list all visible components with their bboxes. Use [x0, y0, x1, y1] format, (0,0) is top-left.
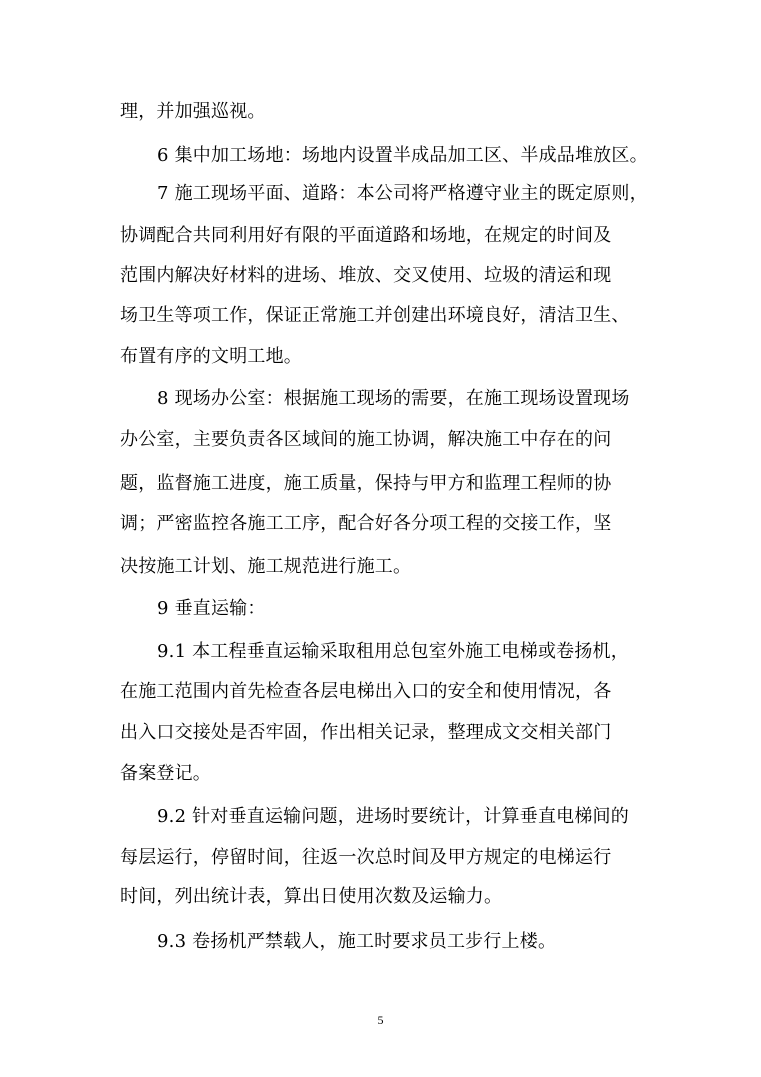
text-line: 9.2 针对垂直运输问题，进场时要统计，计算垂直电梯间的: [157, 806, 629, 827]
text-line: 时间，列出统计表，算出日使用次数及运输力。: [120, 886, 503, 907]
text-line: 6 集中加工场地：场地内设置半成品加工区、半成品堆放区。: [157, 145, 648, 166]
text-line: 在施工范围内首先检查各层电梯出入口的安全和使用情况，各: [120, 681, 612, 702]
text-line: 备案登记。: [120, 763, 211, 784]
text-line: 9.1 本工程垂直运输采取租用总包室外施工电梯或卷扬机，: [157, 641, 629, 662]
text-line: 决按施工计划、施工规范进行施工。: [120, 556, 412, 577]
text-line: 协调配合共同利用好有限的平面道路和场地，在规定的时间及: [120, 225, 612, 246]
text-line: 9.3 卷扬机严禁载人，施工时要求员工步行上楼。: [157, 931, 557, 952]
text-line: 范围内解决好材料的进场、堆放、交叉使用、垃圾的清运和现: [120, 265, 612, 286]
text-line: 理，并加强巡视。: [120, 101, 266, 122]
text-line: 出入口交接处是否牢固，作出相关记录，整理成文交相关部门: [120, 722, 612, 743]
text-line: 场卫生等项工作，保证正常施工并创建出环境良好，清洁卫生、: [120, 305, 630, 326]
text-line: 8 现场办公室：根据施工现场的需要，在施工现场设置现场: [157, 388, 630, 409]
text-line: 9 垂直运输：: [157, 598, 266, 619]
text-line: 7 施工现场平面、道路：本公司将严格遵守业主的既定原则，: [157, 183, 648, 204]
text-line: 办公室，主要负责各区域间的施工协调，解决施工中存在的问: [120, 429, 612, 450]
text-line: 布置有序的文明工地。: [120, 346, 302, 367]
text-line: 调；严密监控各施工工序，配合好各分项工程的交接工作，坚: [120, 513, 612, 534]
text-line: 题，监督施工进度，施工质量，保持与甲方和监理工程师的协: [120, 473, 612, 494]
page-number: 5: [377, 1013, 384, 1027]
text-line: 每层运行，停留时间，往返一次总时间及甲方规定的电梯运行: [120, 847, 612, 868]
